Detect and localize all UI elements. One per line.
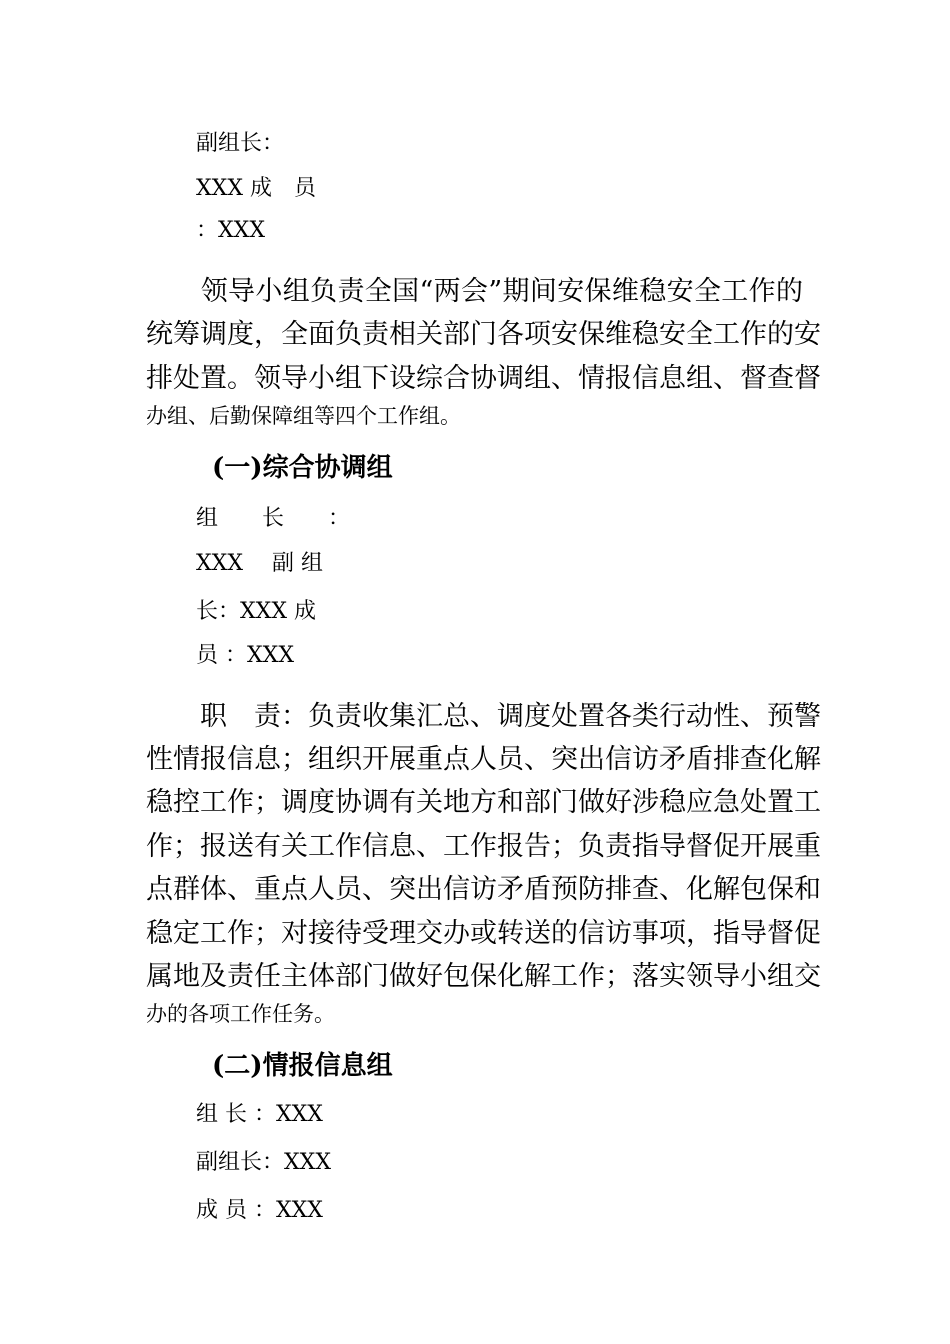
- intro-line-3: 排处置。领导小组下设综合协调组、情报信息组、督查督: [146, 363, 821, 394]
- group1-duty-line-4: 作；报送有关工作信息、工作报告；负责指导督促开展重: [146, 831, 821, 862]
- group1-line-4: 员 ：XXX: [196, 643, 294, 668]
- group2-leader-line: 组 长 ：XXX: [196, 1102, 323, 1127]
- member-line: XXX 成 员: [196, 176, 316, 201]
- group2-vice-leader-line: 副组长：XXX: [196, 1150, 331, 1175]
- member-value: ：XXX: [196, 218, 265, 243]
- group1-leader-label: 组 长 ：: [196, 506, 351, 531]
- group1-duty-line-7: 属地及责任主体部门做好包保化解工作；落实领导小组交: [146, 961, 821, 992]
- group1-duty-line-2: 性情报信息；组织开展重点人员、突出信访矛盾排查化解: [146, 744, 821, 775]
- group1-duty-line-3: 稳控工作；调度协调有关地方和部门做好涉稳应急处置工: [146, 787, 821, 818]
- group1-duty-line-6: 稳定工作；对接待受理交办或转送的信访事项，指导督促: [146, 918, 821, 949]
- group1-duty-line-1: 职 责：负责收集汇总、调度处置各类行动性、预警: [146, 701, 821, 732]
- group1-line-2: XXX 副 组: [196, 551, 323, 576]
- group1-heading: (一)综合协调组: [212, 453, 393, 483]
- group1-line-3: 长：XXX 成: [196, 599, 316, 624]
- group2-member-line: 成 员 ：XXX: [196, 1198, 323, 1223]
- group1-duty-line-5: 点群体、重点人员、突出信访矛盾预防排查、化解包保和: [146, 874, 821, 905]
- vice-leader-label: 副组长：: [196, 131, 285, 156]
- intro-line-1: 领导小组负责全国“两会”期间安保维稳安全工作的: [146, 276, 803, 307]
- intro-line-4: 办组、后勤保障组等四个工作组。: [146, 404, 461, 428]
- group2-heading: (二)情报信息组: [212, 1051, 393, 1081]
- group1-duty-line-8: 办的各项工作任务。: [146, 1002, 335, 1026]
- intro-line-2: 统筹调度，全面负责相关部门各项安保维稳安全工作的安: [146, 319, 821, 350]
